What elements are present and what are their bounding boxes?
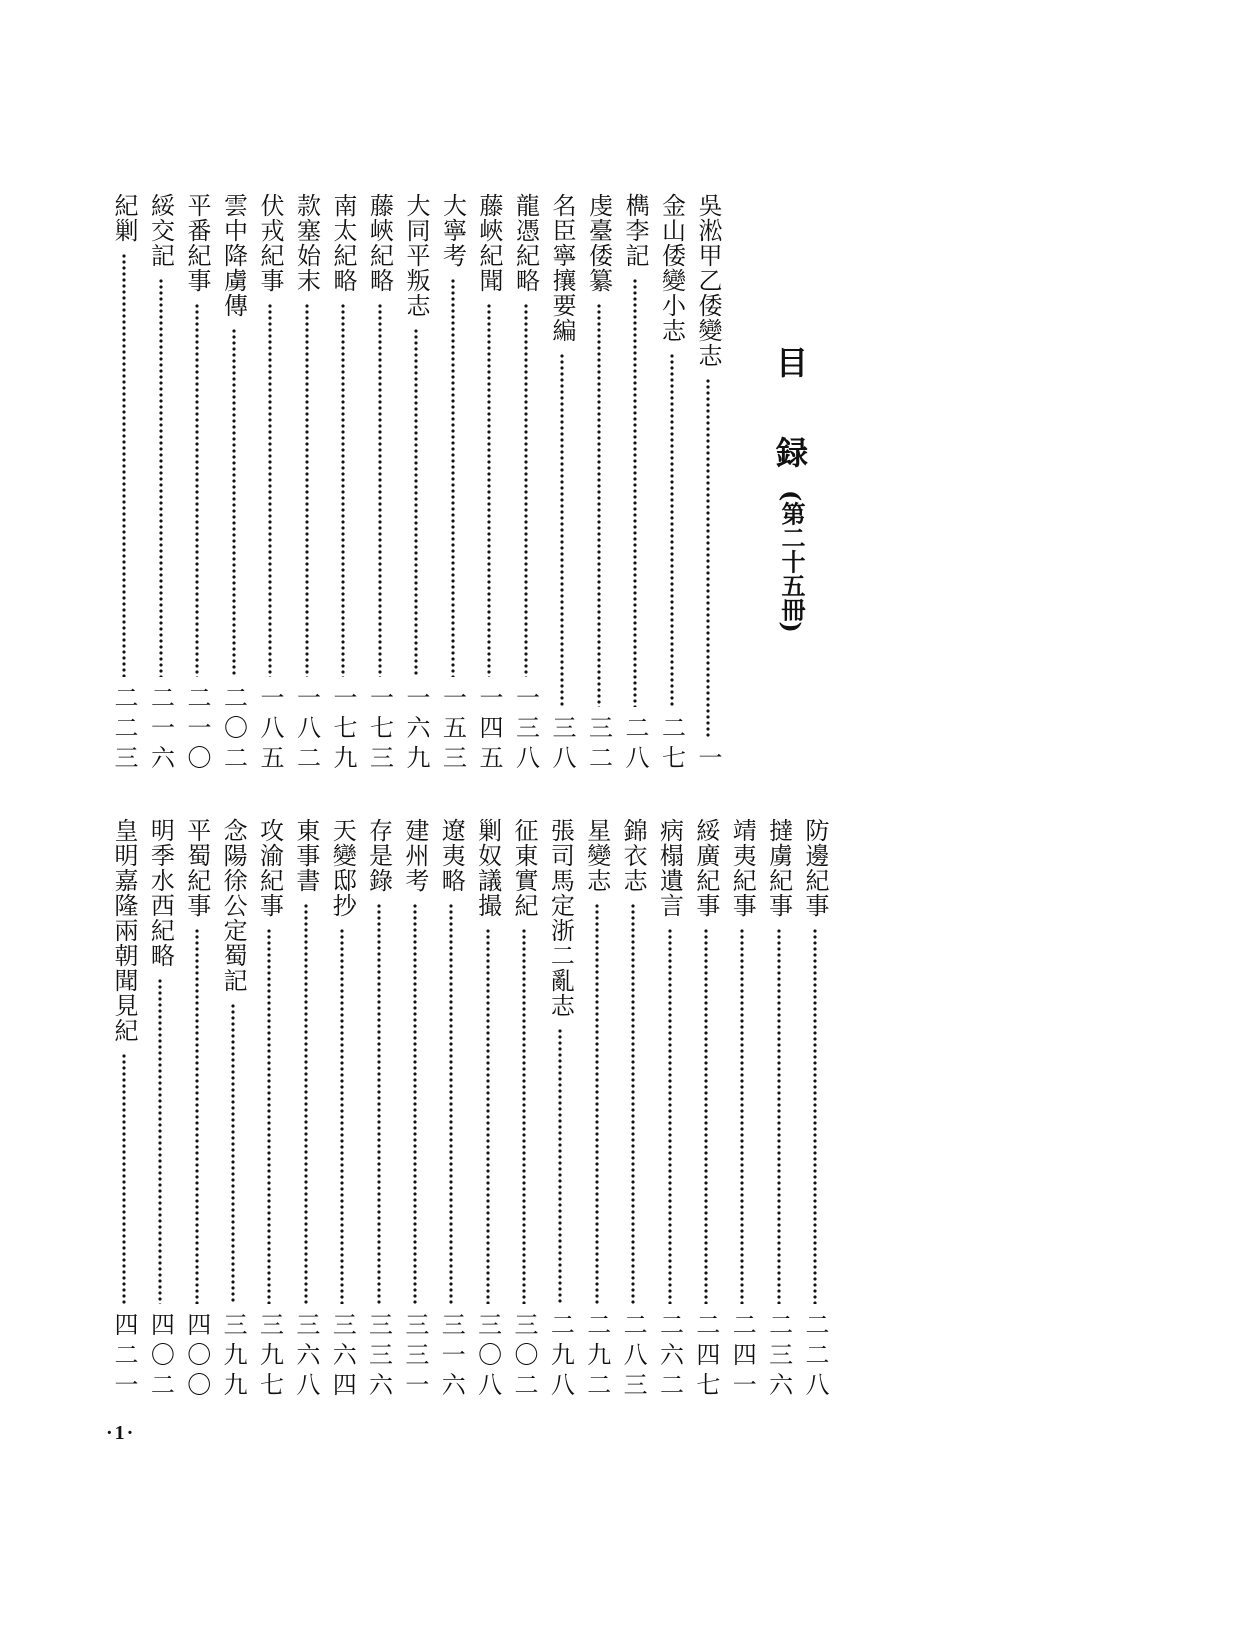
toc-entry — [326, 193, 360, 775]
entry-title: 綏廣紀事 — [691, 818, 720, 918]
dot-leader — [739, 928, 745, 1304]
entry-title: 存是錄 — [364, 818, 393, 893]
entry-title: 征東實紀 — [510, 818, 539, 918]
toc-entry — [509, 193, 543, 775]
entry-page: 三一六 — [437, 1312, 466, 1402]
dot-leader — [450, 278, 456, 677]
toc-entry — [507, 818, 541, 1402]
dot-leader — [121, 1053, 127, 1304]
entry-page: 一八五 — [256, 685, 284, 775]
entry-page: 二二八 — [801, 1312, 829, 1402]
entry-title: 大寧考 — [438, 193, 467, 268]
dot-leader — [523, 303, 529, 677]
toc-entry — [472, 193, 506, 775]
dot-leader — [339, 928, 345, 1304]
toc-entry — [618, 193, 652, 775]
entry-title: 剿奴議撮 — [473, 818, 502, 918]
toc-entry — [689, 818, 723, 1402]
entry-page: 三九九 — [219, 1312, 248, 1402]
dot-leader — [267, 303, 273, 677]
entry-page: 二〇二 — [219, 685, 248, 775]
footer-page-number: ·1· — [106, 1422, 136, 1444]
entry-page: 二三六 — [764, 1312, 793, 1402]
toc-entry — [398, 818, 432, 1402]
toc-title-char-2: 録 — [771, 436, 809, 468]
toc-entry — [252, 818, 286, 1402]
entry-page: 二八三 — [619, 1312, 648, 1402]
dot-leader — [812, 928, 818, 1304]
entry-title: 東事書 — [291, 818, 320, 893]
entry-page: 二一〇 — [183, 685, 211, 775]
toc-entry — [144, 193, 178, 775]
toc-entry — [436, 193, 470, 775]
entry-page: 一七三 — [365, 685, 394, 775]
entry-title: 建州考 — [400, 818, 429, 893]
dot-leader — [340, 303, 346, 677]
entry-page: 四〇二 — [146, 1312, 175, 1402]
dot-leader — [669, 353, 675, 707]
toc-entry — [217, 193, 251, 775]
entry-title: 龍憑紀略 — [511, 193, 540, 293]
dot-leader — [303, 903, 309, 1304]
toc-entry — [582, 193, 616, 775]
entry-page: 三三六 — [364, 1312, 393, 1402]
entry-title: 紀剿 — [110, 193, 138, 243]
toc-entry — [253, 193, 287, 775]
toc-entry — [143, 818, 177, 1402]
toc-entry — [580, 818, 614, 1402]
entry-title: 大同平叛志 — [402, 193, 430, 318]
entry-page: 三〇二 — [510, 1312, 539, 1402]
toc-entry — [616, 818, 650, 1402]
toc-entry — [107, 818, 141, 1402]
toc-entry — [180, 818, 214, 1402]
toc-entry — [471, 818, 505, 1402]
entry-page: 二二三 — [110, 685, 138, 775]
dot-leader — [304, 303, 310, 677]
dot-leader — [632, 278, 638, 707]
entry-page: 一六九 — [402, 685, 430, 775]
dot-leader — [630, 903, 636, 1304]
entry-page: 四二一 — [109, 1312, 138, 1402]
entry-title: 吳淞甲乙倭變志 — [694, 193, 722, 368]
toc-entry — [290, 193, 324, 775]
entry-title: 檇李記 — [621, 193, 649, 268]
entry-title: 款塞始末 — [292, 193, 321, 293]
entry-title: 皇明嘉隆兩朝聞見紀 — [109, 818, 138, 1043]
entry-page: 一五三 — [438, 685, 467, 775]
entry-title: 張司馬定浙二亂志 — [546, 818, 575, 1018]
entry-title: 雲中降虜傳 — [219, 193, 248, 318]
toc-entry — [762, 818, 796, 1402]
entry-title: 防邊紀事 — [801, 818, 829, 918]
dot-leader — [121, 253, 127, 677]
toc-entry — [691, 193, 725, 775]
entry-title: 攻渝紀事 — [255, 818, 284, 918]
dot-leader — [448, 903, 454, 1304]
toc-entry — [655, 193, 689, 775]
entry-title: 錦衣志 — [619, 818, 648, 893]
entry-page: 三二 — [584, 715, 613, 775]
toc-entry — [180, 193, 214, 775]
volume-label: (第二十五冊) — [777, 490, 806, 633]
dot-leader — [485, 928, 491, 1304]
toc-entry — [543, 818, 577, 1402]
entry-page: 一四五 — [475, 685, 503, 775]
toc-entry — [363, 193, 397, 775]
entry-page: 三六四 — [328, 1312, 357, 1402]
entry-page: 一八二 — [292, 685, 321, 775]
entry-title: 靖夷紀事 — [728, 818, 757, 918]
toc-entry — [545, 193, 579, 775]
entry-title: 天變邸抄 — [328, 818, 357, 918]
toc-entry — [399, 193, 433, 775]
entry-title: 伏戎紀事 — [256, 193, 284, 293]
toc-entry — [434, 818, 468, 1402]
dot-leader — [667, 928, 673, 1304]
entry-page: 二四七 — [691, 1312, 720, 1402]
toc-entry — [798, 818, 832, 1402]
entry-page: 一 — [694, 745, 722, 775]
dot-leader — [230, 1003, 236, 1304]
entry-title: 藤峽紀略 — [365, 193, 394, 293]
entry-title: 病榻遺言 — [655, 818, 684, 918]
entry-page: 一三八 — [511, 685, 540, 775]
entry-title: 虔臺倭纂 — [584, 193, 613, 293]
entry-page: 三〇八 — [473, 1312, 502, 1402]
dot-leader — [413, 328, 419, 677]
dot-leader — [266, 928, 272, 1304]
dot-leader — [559, 353, 565, 707]
dot-leader — [412, 903, 418, 1304]
entry-title: 金山倭變小志 — [657, 193, 686, 343]
dot-leader — [194, 928, 200, 1304]
entry-page: 三八 — [548, 715, 576, 775]
entry-title: 念陽徐公定蜀記 — [219, 818, 248, 993]
entry-page: 二八 — [621, 715, 649, 775]
entry-title: 平番紀事 — [183, 193, 211, 293]
dot-leader — [231, 328, 237, 677]
entry-title: 平蜀紀事 — [182, 818, 211, 918]
entry-page: 三九七 — [255, 1312, 284, 1402]
dot-leader — [376, 903, 382, 1304]
entry-page: 二九二 — [582, 1312, 611, 1402]
dot-leader — [377, 303, 383, 677]
dot-leader — [158, 278, 164, 677]
entry-title: 明季水西紀略 — [146, 818, 175, 968]
entry-title: 南太紀略 — [329, 193, 357, 293]
toc-entry — [325, 818, 359, 1402]
toc-entry — [216, 818, 250, 1402]
dot-leader — [194, 303, 200, 677]
entry-page: 二六二 — [655, 1312, 684, 1402]
toc-entry — [107, 193, 141, 775]
dot-leader — [594, 903, 600, 1304]
toc-entry — [725, 818, 759, 1402]
entry-title: 遼夷略 — [437, 818, 466, 893]
entry-title: 星變志 — [582, 818, 611, 893]
dot-leader — [486, 303, 492, 677]
entry-page: 二一六 — [146, 685, 175, 775]
toc-entry — [289, 818, 323, 1402]
dot-leader — [703, 928, 709, 1304]
dot-leader — [705, 378, 711, 737]
dot-leader — [776, 928, 782, 1304]
entry-page: 四〇〇 — [182, 1312, 211, 1402]
toc-entry — [653, 818, 687, 1402]
entry-page: 二九八 — [546, 1312, 575, 1402]
entry-page: 二七 — [657, 715, 686, 775]
dot-leader — [157, 978, 163, 1304]
entry-page: 二四一 — [728, 1312, 757, 1402]
entry-title: 撻虜紀事 — [764, 818, 793, 918]
entry-page: 一七九 — [329, 685, 357, 775]
dot-leader — [521, 928, 527, 1304]
toc-entry — [362, 818, 396, 1402]
entry-title: 綏交記 — [146, 193, 175, 268]
dot-leader — [596, 303, 602, 707]
entry-title: 藤峽紀聞 — [475, 193, 503, 293]
toc-title-char-1: 目 — [771, 346, 809, 378]
entry-title: 名臣寧攘要編 — [548, 193, 576, 343]
dot-leader — [557, 1028, 563, 1304]
entry-page: 三六八 — [291, 1312, 320, 1402]
entry-page: 三三一 — [400, 1312, 429, 1402]
